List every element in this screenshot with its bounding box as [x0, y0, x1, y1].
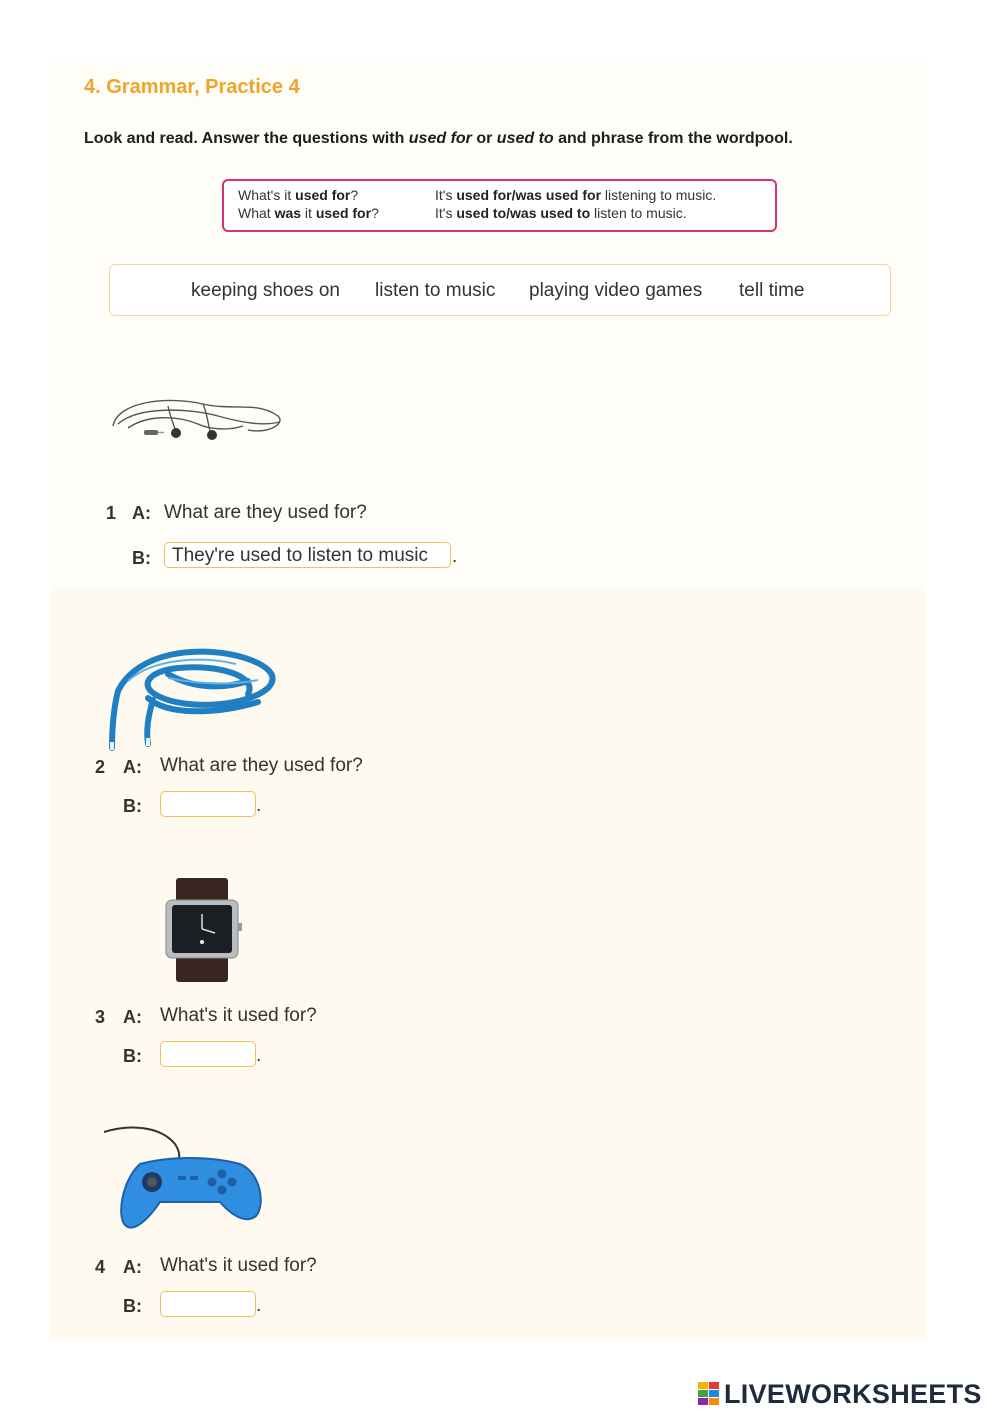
wordpool-item[interactable]: keeping shoes on	[191, 280, 340, 301]
answer-2-field[interactable]	[160, 791, 256, 817]
liveworksheets-logo[interactable]	[698, 1376, 982, 1412]
answer-1-field[interactable]: They're used to listen to music	[164, 542, 451, 568]
instructions-part2: or	[471, 130, 497, 147]
question-4-number: 4	[95, 1257, 106, 1277]
answer-4-field[interactable]	[160, 1291, 256, 1317]
question-1-b-label: B:	[132, 548, 151, 568]
grammar-row1-answer: It's used for/was used for listening to music.	[435, 187, 717, 203]
instructions-part1: Look and read. Answer the questions with	[84, 130, 409, 147]
question-3-a-label: A:	[123, 1007, 142, 1027]
instructions-em-used-for: used for	[408, 130, 472, 147]
grammar-row1-question: What's it used for?	[238, 187, 359, 203]
question-4-a-label: A:	[123, 1257, 142, 1277]
wordpool-item[interactable]: tell time	[739, 280, 805, 301]
question-1-text: What are they used for?	[164, 502, 367, 523]
question-2-number: 2	[95, 757, 106, 777]
instructions-em-used-to: used to	[496, 130, 554, 147]
grammar-box	[222, 179, 777, 232]
answer-3-field[interactable]	[160, 1041, 256, 1067]
question-2-a-label: A:	[123, 757, 142, 777]
question-3-number: 3	[95, 1007, 106, 1027]
question-1-a-label: A:	[132, 503, 151, 523]
question-3-b-label: B:	[123, 1046, 142, 1066]
question-4-b-label: B:	[123, 1296, 142, 1316]
gamepad-image	[100, 1124, 268, 1234]
liveworksheets-logo-icon	[698, 1382, 720, 1406]
wordpool-item[interactable]: listen to music	[375, 280, 496, 301]
wordpool-item[interactable]: playing video games	[529, 280, 703, 301]
liveworksheets-logo-text: LIVEWORKSHEETS	[724, 1378, 982, 1409]
answer-4-period: .	[256, 1295, 262, 1316]
answer-2-period: .	[256, 795, 262, 816]
answer-1-period: .	[452, 546, 458, 567]
question-2-b-label: B:	[123, 796, 142, 816]
question-1-number: 1	[106, 503, 117, 523]
question-4-text: What's it used for?	[160, 1255, 317, 1276]
earphones-image	[108, 386, 286, 448]
shoelaces-image	[108, 636, 284, 752]
question-3-text: What's it used for?	[160, 1005, 317, 1026]
wordpool	[109, 264, 891, 316]
grammar-row2-question: What was it used for?	[238, 205, 379, 221]
answer-3-period: .	[256, 1045, 262, 1066]
worksheet-title: 4. Grammar, Practice 4	[84, 76, 300, 98]
watch-image	[160, 878, 244, 982]
question-2-text: What are they used for?	[160, 755, 363, 776]
instructions-part3: and phrase from the wordpool.	[553, 130, 793, 147]
grammar-row2-answer: It's used to/was used to listen to music.	[435, 205, 687, 221]
instructions	[84, 128, 804, 149]
